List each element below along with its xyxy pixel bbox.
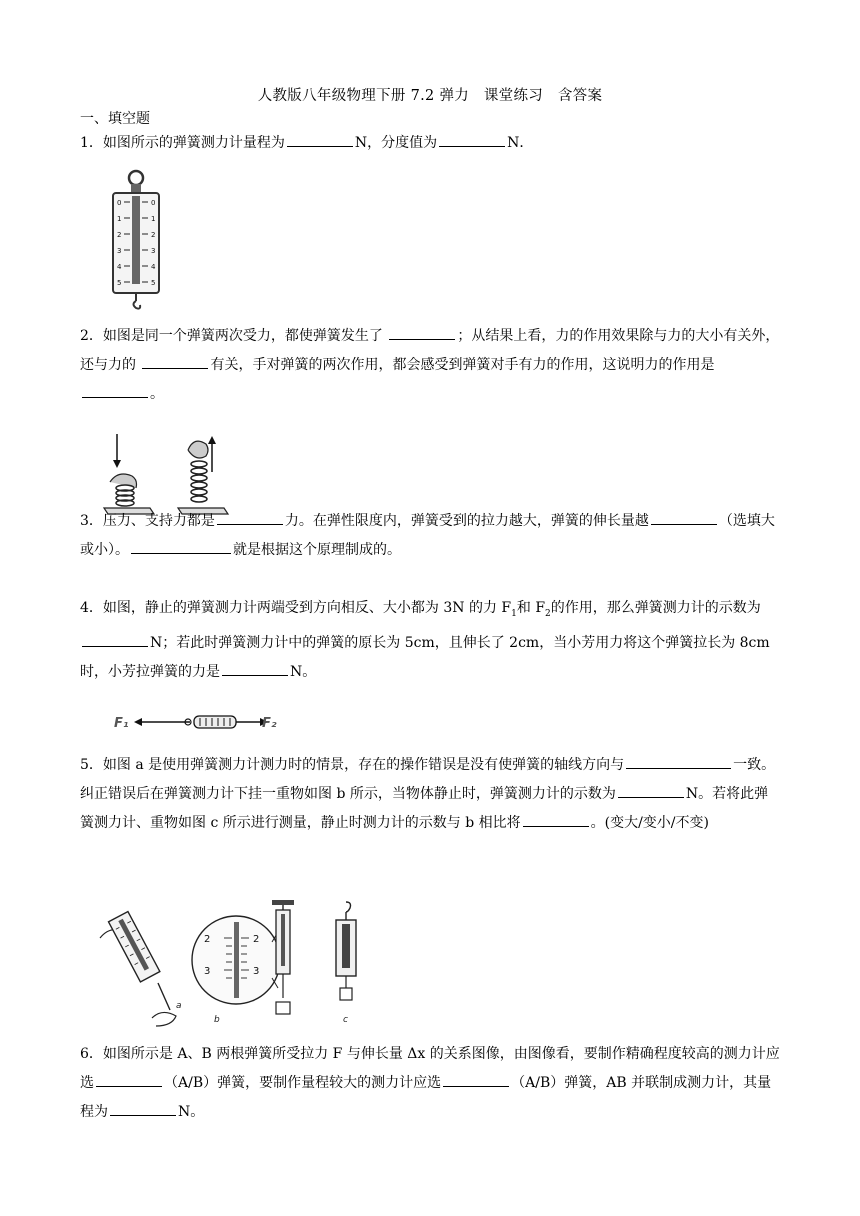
q5-text: 5．如图 a 是使用弹簧测力计测力时的情景，存在的操作错误是没有使弹簧的轴线方向与 [80, 757, 625, 773]
answer-blank[interactable] [96, 1085, 162, 1087]
figure-c [336, 902, 356, 1025]
svg-text:3: 3 [117, 247, 122, 255]
answer-blank[interactable] [142, 367, 208, 369]
svg-text:4: 4 [117, 263, 122, 271]
figure-b [192, 900, 294, 1025]
q4-text: 4．如图，静止的弹簧测力计两端受到方向相反、大小都为 3N 的力 F [80, 600, 512, 616]
svg-text:1: 1 [151, 215, 156, 223]
question-4 [80, 594, 780, 687]
svg-text:c: c [343, 1015, 348, 1025]
q1-text: N． [507, 135, 534, 151]
answer-blank[interactable] [618, 796, 684, 798]
q6-text: （A/B）弹簧，要制作量程较大的测力计应选 [164, 1075, 442, 1091]
q3-text: 3．压力、支持力都是 [80, 513, 215, 529]
spring-scale-usage-figure [96, 898, 376, 1034]
question-2 [80, 322, 780, 409]
svg-text:5: 5 [151, 279, 156, 287]
figure-a [100, 912, 182, 1026]
answer-blank[interactable] [389, 338, 455, 340]
q6-text: （A/B）弹簧，AB 并联制成测力计，其量程为 [80, 1075, 772, 1120]
q5-text: 一致。纠正错误后在弹簧测力计下挂一重物如图 b 所示，当物体静止时，弹簧测力计的示数为 [80, 757, 776, 802]
q4-text: 和 F [516, 600, 546, 616]
q2-text: 2．如图是同一个弹簧两次受力，都使弹簧发生了 [80, 328, 383, 344]
answer-blank[interactable] [82, 396, 148, 398]
answer-blank[interactable] [523, 825, 589, 827]
question-1 [80, 129, 780, 158]
answer-blank[interactable] [287, 145, 353, 147]
q2-text: 。 [150, 386, 164, 402]
document-title: 人教版八年级物理下册 7.2 弹力 课堂练习 含答案 [257, 88, 603, 104]
q3-text: 就是根据这个原理制成的。 [233, 542, 401, 558]
q3-text: （选填大或小）。 [80, 513, 775, 558]
q4-subscript: 2 [545, 608, 551, 619]
svg-text:F₁: F₁ [114, 716, 129, 731]
answer-blank[interactable] [131, 552, 231, 554]
answer-blank[interactable] [439, 145, 505, 147]
q4-subscript: 1 [511, 608, 517, 619]
q4-text: 的作用，那么弹簧测力计的示数为 [550, 600, 761, 616]
svg-text:2: 2 [253, 934, 260, 945]
q6-text: N。 [178, 1104, 205, 1120]
answer-blank[interactable] [626, 767, 731, 769]
svg-text:2: 2 [117, 231, 122, 239]
horizontal-spring-scale-figure [112, 710, 282, 734]
q5-text: N。若将此弹簧测力计、重物如图 c 所示进行测量，静止时测力计的示数与 b 相比将 [80, 786, 769, 831]
question-3 [80, 507, 780, 565]
answer-blank[interactable] [443, 1085, 509, 1087]
svg-text:2: 2 [204, 934, 211, 945]
answer-blank[interactable] [110, 1114, 176, 1116]
section-heading: 一、填空题 [80, 111, 150, 127]
svg-text:4: 4 [151, 263, 156, 271]
q1-text: N，分度值为 [354, 135, 438, 151]
q3-text: 力。在弹性限度内，弹簧受到的拉力越大，弹簧的伸长量越 [284, 513, 649, 529]
svg-text:5: 5 [117, 279, 122, 287]
answer-blank[interactable] [222, 674, 288, 676]
q2-text: ；从结果上看，力的作用效果除与力的大小有关外，还与力的 [80, 328, 780, 373]
svg-text:3: 3 [151, 247, 156, 255]
answer-blank[interactable] [651, 523, 717, 525]
q1-text: 1．如图所示的弹簧测力计量程为 [80, 135, 285, 151]
q5-text: 。(变大/变小/不变) [590, 815, 709, 831]
question-6 [80, 1040, 780, 1127]
svg-text:3: 3 [253, 966, 260, 977]
svg-text:0: 0 [151, 199, 156, 207]
svg-text:3: 3 [204, 966, 211, 977]
q4-text: N。 [290, 663, 317, 680]
svg-text:F₂: F₂ [262, 716, 277, 731]
svg-text:b: b [214, 1015, 220, 1025]
svg-text:2: 2 [151, 231, 156, 239]
answer-blank[interactable] [217, 523, 283, 525]
q4-text: N；若此时弹簧测力计中的弹簧的原长为 5cm，且伸长了 2cm，当小芳用力将这个弹簧拉长为 8cm 时，小芳拉弹簧的力是 [80, 634, 770, 680]
q2-text: 有关，手对弹簧的两次作用，都会感受到弹簧对手有力的作用，这说明力的作用是 [210, 357, 715, 373]
answer-blank[interactable] [82, 645, 148, 647]
svg-text:a: a [176, 1001, 182, 1011]
svg-text:1: 1 [117, 215, 122, 223]
spring-scale-figure [110, 168, 162, 313]
q6-text: 6．如图所示是 A、B 两根弹簧所受拉力 F 与伸长量 Δx 的关系图像，由图像看，要制作精确程度较高的测力计应选 [80, 1046, 780, 1091]
svg-text:0: 0 [117, 199, 122, 207]
question-5 [80, 751, 780, 838]
